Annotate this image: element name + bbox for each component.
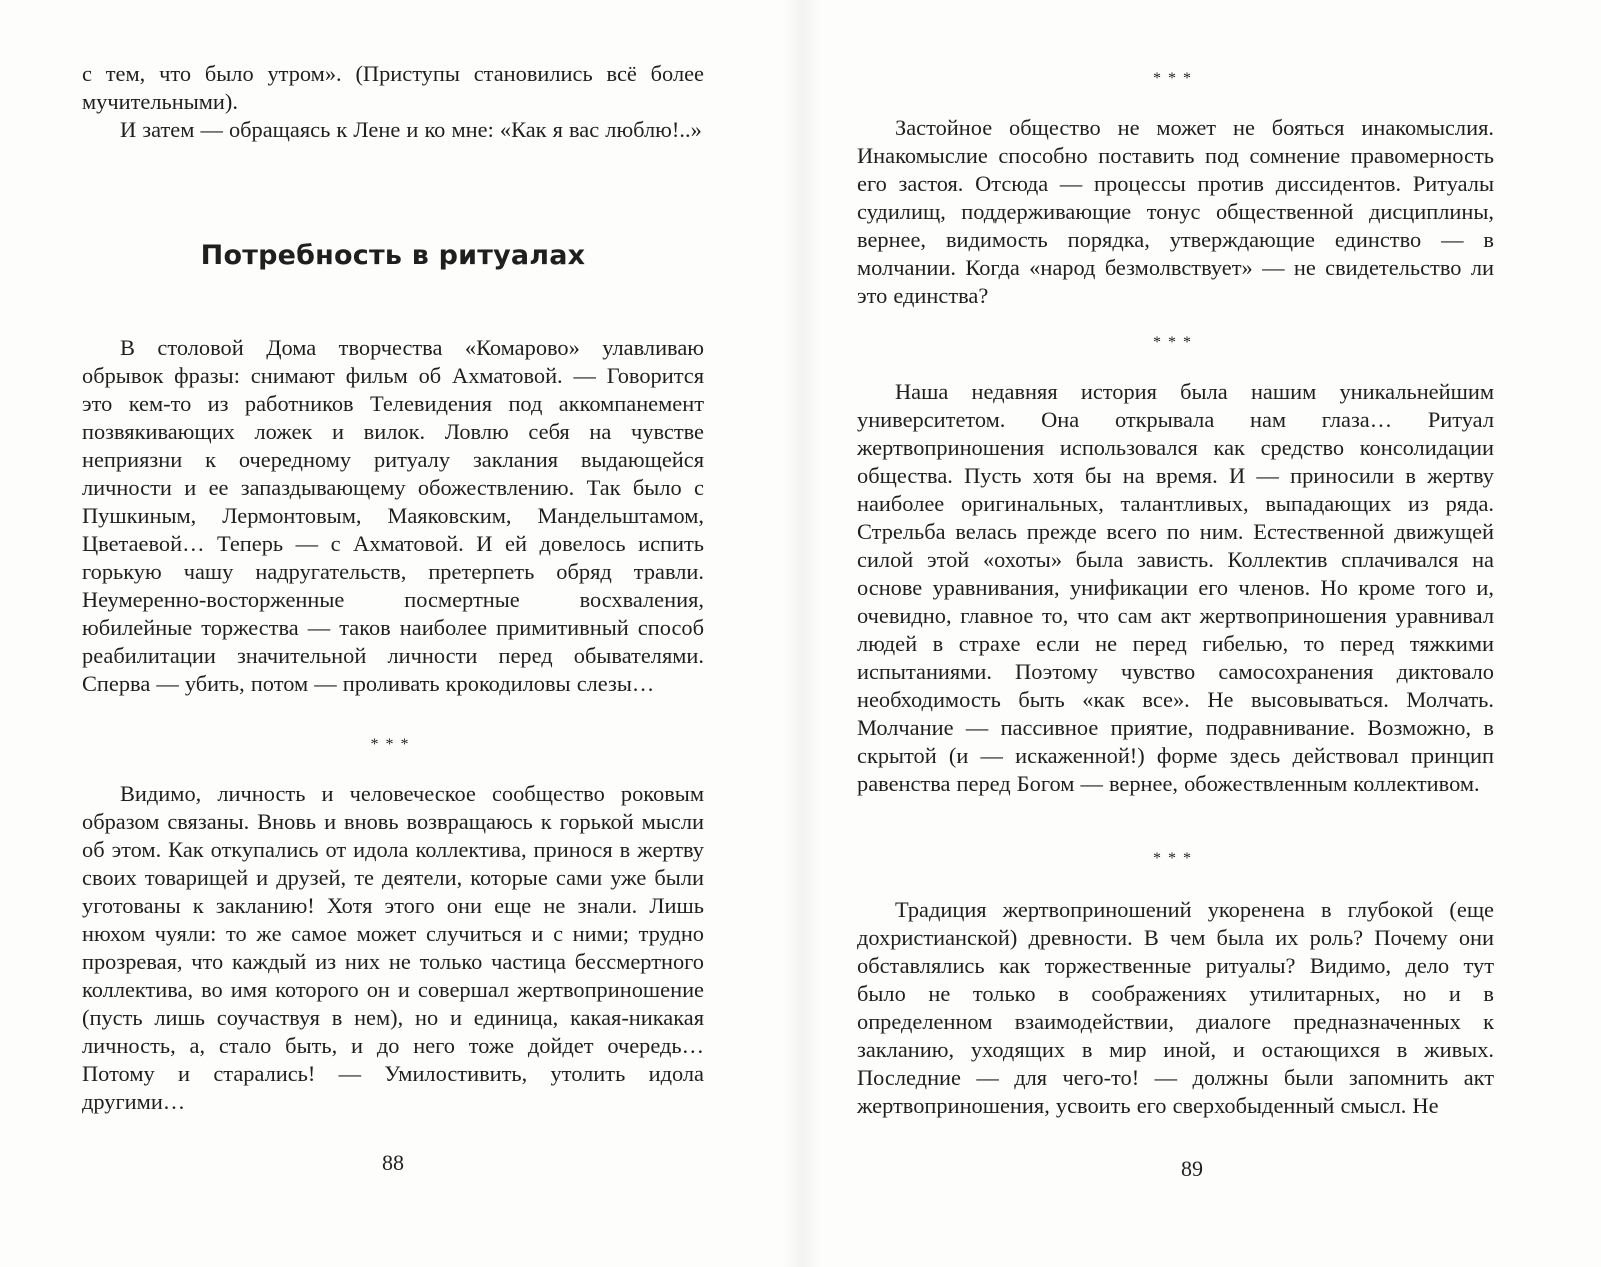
left-section-1-text: В столовой Дома творчества «Комарово» улавливаю обрывок фразы: снимают фильм об Ахматовой. — Говорится это кем-то из работников Телевидения под аккомпанемент позвякивающих ложек и вилок. Ловлю себя на чувстве неприязни к очередному ритуалу заклания выдающейся личности и ее запаздывающему обожествлению. Так было с Пушкиным, Лермонтовым, Маяковским, Мандельштамом, Цветаевой… Теперь — с Ахматовой. И ей довелось испить горькую чашу надругательств, претерпеть обряд травли. Неумеренно-восторженные посмертные восхваления, юбилейные торжества — таков наиболее примитивный способ реабилитации значительной личности перед обывателями. Сперва — убить, потом — проливать крокодиловы слезы… [82, 335, 704, 696]
right-section-1-text: Застойное общество не может не бояться инакомыслия. Инакомыслие способно поставить под сомнение правомерность его застоя. Отсюда — процессы против диссидентов. Ритуалы судилищ, поддерживающие тонус общественной дисциплины, вернее, видимость порядка, утверждающие единство — в молчании. Когда «народ безмолвствует» — не свидетельство ли это единства? [857, 115, 1494, 308]
book-gutter [782, 0, 822, 1267]
left-page [82, 0, 704, 1267]
right-section-1 [857, 114, 1494, 310]
right-section-2 [857, 378, 1494, 798]
left-top-text [82, 60, 704, 144]
left-paragraph-quote: И затем — обращаясь к Лене и ко мне: «Как я вас люблю!..» [120, 117, 702, 142]
right-separator-1: *** [1153, 70, 1198, 87]
page-number-right: 89 [1181, 1156, 1203, 1181]
left-separator: *** [370, 736, 416, 753]
left-section-1 [82, 334, 704, 698]
page-number-left: 88 [382, 1150, 404, 1175]
left-section-2 [82, 780, 704, 1116]
section-heading: Потребность в ритуалах [200, 240, 586, 271]
right-section-2-text: Наша недавняя история была нашим уникальнейшим университетом. Она открывала нам глаза… Ритуал жертвоприношения использовался как средство консолидации общества. Пусть хотя бы на время. И — приносили в жертву наиболее оригинальных, талантливых, выпадающих из ряда. Стрельба велась прежде всего по ним. Естественной движущей силой этой «охоты» была зависть. Коллектив сплачивался на основе уравнивания, унификации его членов. Но кроме того и, очевидно, главное то, что сам акт жертвоприношения уравнивал людей в страхе если не перед гибелью, то перед тяжкими испытаниями. Поэтому чувство самосохранения диктовало необходимость быть «как все». Не высовываться. Молчать. Молчание — пассивное приятие, подравнивание. Возможно, в скрытой (и — искаженной!) форме здесь действовал принцип равенства перед Богом — вернее, обожествленным коллективом. [857, 379, 1494, 796]
left-section-2-text: Видимо, личность и человеческое сообщество роковым образом связаны. Вновь и вновь возвращаюсь к горькой мысли об этом. Как откупались от идола коллектива, принося в жертву своих товарищей и друзей, те деятели, которые сами уже были уготованы к закланию! Хотя этого они еще не знали. Лишь нюхом чуяли: то же самое может случиться и с ними; трудно прозревая, что каждый из них не только частица бессмертного коллектива, во имя которого он и совершал жертвоприношение (пусть лишь соучаствуя в нем), но и единица, какая-никакая личность, а, стало быть, и до него тоже дойдет очередь… Потому и старались! — Умилостивить, утолить идола другими… [82, 781, 704, 1114]
right-separator-2: *** [1153, 334, 1198, 351]
right-section-3-text: Традиция жертвоприношений укоренена в глубокой (еще дохристианской) древности. В чем была их роль? Почему они обставлялись как торжественные ритуалы? Видимо, дело тут было не только в соображениях утилитарных, но и в определенном взаимодействии, диалоге предназначенных к закланию, уходящих в мир иной, и остающихся в живых. Последние — для чего-то! — должны были запомнить акт жертвоприношения, усвоить его сверхобыденный смысл. Не [857, 897, 1494, 1118]
left-paragraph-continued: с тем, что было утром». (Приступы становились всё более мучительными). [82, 61, 704, 114]
right-separator-3: *** [1153, 850, 1198, 867]
right-section-3 [857, 896, 1494, 1120]
right-page [857, 0, 1494, 1267]
